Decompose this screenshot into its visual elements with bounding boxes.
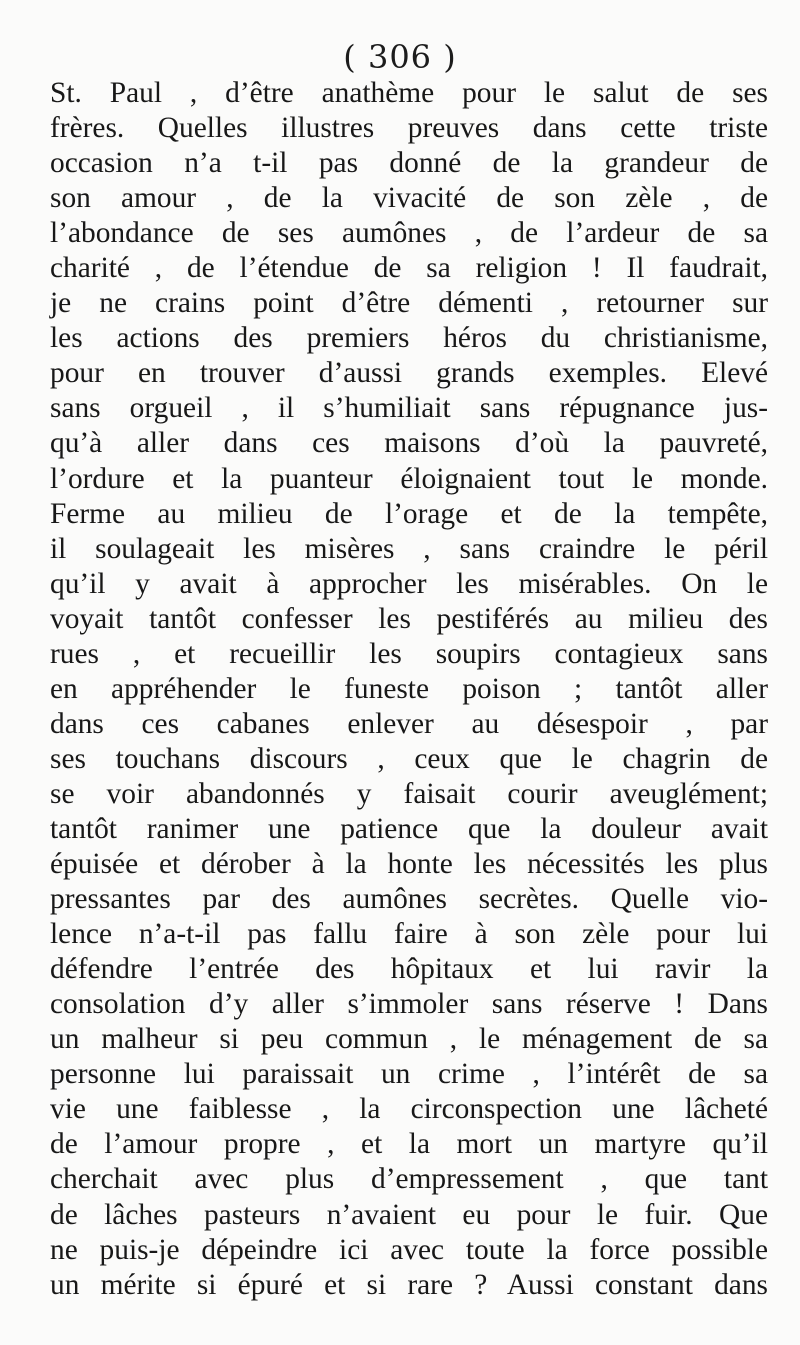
text-line: lence n’a-t-il pas fallu faire à son zèle pour lui bbox=[50, 918, 768, 951]
body-text bbox=[50, 76, 768, 1303]
text-line: de lâches pasteurs n’avaient eu pour le fuir. Que bbox=[50, 1198, 768, 1231]
text-line: de l’amour propre , et la mort un martyre qu’il bbox=[50, 1128, 768, 1161]
text-line: frères. Quelles illustres preuves dans cette triste bbox=[50, 112, 768, 145]
text-line: les actions des premiers héros du christianisme, bbox=[50, 322, 768, 355]
text-line: sans orgueil , il s’humiliait sans répugnance jus- bbox=[50, 392, 768, 425]
text-line: l’ordure et la puanteur éloignaient tout le monde. bbox=[50, 462, 768, 495]
page-number: ( 306 ) bbox=[343, 38, 457, 76]
text-line: un mérite si épuré et si rare ? Aussi constant dans bbox=[50, 1268, 768, 1301]
text-line: personne lui paraissait un crime , l’intérêt de sa bbox=[50, 1058, 768, 1091]
text-line: occasion n’a t-il pas donné de la grandeur de bbox=[50, 147, 768, 180]
text-line: consolation d’y aller s’immoler sans réserve ! Dans bbox=[50, 988, 768, 1021]
text-line: charité , de l’étendue de sa religion ! Il faudrait, bbox=[50, 252, 768, 285]
text-line: St. Paul , d’être anathème pour le salut de ses bbox=[50, 77, 768, 109]
text-line: défendre l’entrée des hôpitaux et lui ravir la bbox=[50, 953, 768, 986]
text-line: voyait tantôt confesser les pestiférés au milieu des bbox=[50, 602, 768, 635]
text-line: je ne crains point d’être démenti , retourner sur bbox=[50, 287, 768, 320]
text-line: cherchait avec plus d’empressement , que tant bbox=[50, 1163, 768, 1196]
text-line: épuisée et dérober à la honte les nécessités les plus bbox=[50, 848, 768, 881]
text-line: vie une faiblesse , la circonspection une lâcheté bbox=[50, 1093, 768, 1126]
text-line: Ferme au milieu de l’orage et de la tempête, bbox=[50, 497, 768, 530]
text-line: pour en trouver d’aussi grands exemples. Elevé bbox=[50, 357, 768, 390]
text-line: il soulageait les misères , sans craindre le péril bbox=[50, 532, 768, 565]
text-line: qu’il y avait à approcher les misérables. On le bbox=[50, 567, 768, 600]
text-line: qu’à aller dans ces maisons d’où la pauvreté, bbox=[50, 427, 768, 460]
text-line: tantôt ranimer une patience que la douleur avait bbox=[50, 812, 768, 845]
text-line: dans ces cabanes enlever au désespoir , par bbox=[50, 707, 768, 740]
text-line: pressantes par des aumônes secrètes. Quelle vio- bbox=[50, 883, 768, 916]
text-line: l’abondance de ses aumônes , de l’ardeur de sa bbox=[50, 217, 768, 250]
text-line: rues , et recueillir les soupirs contagieux sans bbox=[50, 637, 768, 670]
text-line: un malheur si peu commun , le ménagement de sa bbox=[50, 1023, 768, 1056]
text-line: ses touchans discours , ceux que le chagrin de bbox=[50, 742, 768, 775]
text-line: se voir abandonnés y faisait courir aveuglément; bbox=[50, 777, 768, 810]
text-line: en appréhender le funeste poison ; tantôt aller bbox=[50, 672, 768, 705]
text-line: son amour , de la vivacité de son zèle , de bbox=[50, 182, 768, 215]
text-line: ne puis-je dépeindre ici avec toute la force possible bbox=[50, 1233, 768, 1266]
